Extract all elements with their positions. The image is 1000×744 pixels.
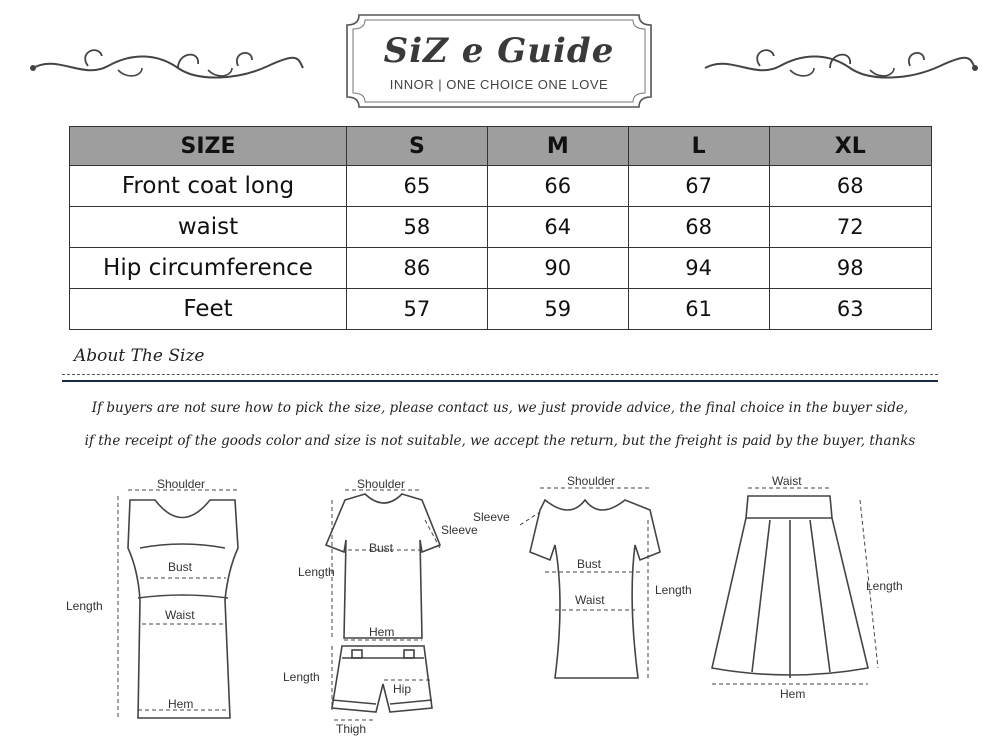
about-heading: About The Size [74, 346, 205, 366]
dress-diagram [66, 477, 238, 718]
blouse-bust-label: Bust [577, 557, 602, 571]
blouse-length-label: Length [655, 583, 692, 597]
table-cell: 66 [487, 166, 628, 207]
dress-length-label: Length [66, 599, 103, 613]
column-header: M [487, 127, 628, 166]
table-cell: 90 [487, 248, 628, 289]
blouse-sleeve-label: Sleeve [473, 510, 510, 524]
blouse-shoulder-label: Shoulder [567, 474, 616, 488]
about-note-line-1: If buyers are not sure how to pick the size, please contact us, we just provide advice, the final choice in the buyer side, [91, 400, 909, 416]
table-cell: 59 [487, 289, 628, 330]
table-cell: 72 [769, 207, 931, 248]
tshirt-length-label: Length [298, 565, 335, 579]
row-label: Front coat long [70, 166, 347, 207]
tshirt-bust-label: Bust [369, 541, 394, 555]
tshirt-shoulder-label: Shoulder [357, 477, 406, 491]
row-label: waist [70, 207, 347, 248]
skirt-diagram [712, 474, 903, 701]
shorts-diagram [283, 646, 432, 736]
table-cell: 65 [347, 166, 488, 207]
table-cell: 94 [628, 248, 769, 289]
row-label: Hip circumference [70, 248, 347, 289]
brand-subtitle: INNOR | ONE CHOICE ONE LOVE [389, 77, 609, 92]
column-header: SIZE [70, 127, 347, 166]
tshirt-sleeve-label: Sleeve [441, 523, 478, 537]
table-cell: 68 [628, 207, 769, 248]
skirt-waist-label: Waist [772, 474, 802, 488]
skirt-hem-label: Hem [780, 687, 806, 701]
about-note-line-2: if the receipt of the goods color and size is not suitable, we accept the return, but the freight is paid by the buyer, thanks [84, 433, 916, 449]
table-cell: 58 [347, 207, 488, 248]
page-title: SiZ e Guide [383, 31, 615, 71]
dress-waist-label: Waist [165, 608, 195, 622]
blouse-waist-label: Waist [575, 593, 605, 607]
blouse-diagram [473, 474, 692, 678]
dress-bust-label: Bust [168, 560, 193, 574]
tshirt-hem-label: Hem [369, 625, 395, 639]
table-cell: 86 [347, 248, 488, 289]
row-label: Feet [70, 289, 347, 330]
table-cell: 67 [628, 166, 769, 207]
column-header: S [347, 127, 488, 166]
shorts-thigh-label: Thigh [336, 722, 367, 736]
column-header: XL [769, 127, 931, 166]
column-header: L [628, 127, 769, 166]
dress-hem-label: Hem [168, 697, 194, 711]
table-cell: 57 [347, 289, 488, 330]
table-cell: 68 [769, 166, 931, 207]
table-cell: 61 [628, 289, 769, 330]
skirt-length-label: Length [866, 579, 903, 593]
table-cell: 63 [769, 289, 931, 330]
table-cell: 98 [769, 248, 931, 289]
tshirt-diagram [298, 477, 478, 640]
shorts-length-label: Length [283, 670, 320, 684]
table-cell: 64 [487, 207, 628, 248]
shorts-hip-label: Hip [393, 682, 412, 696]
dress-shoulder-label: Shoulder [157, 477, 206, 491]
